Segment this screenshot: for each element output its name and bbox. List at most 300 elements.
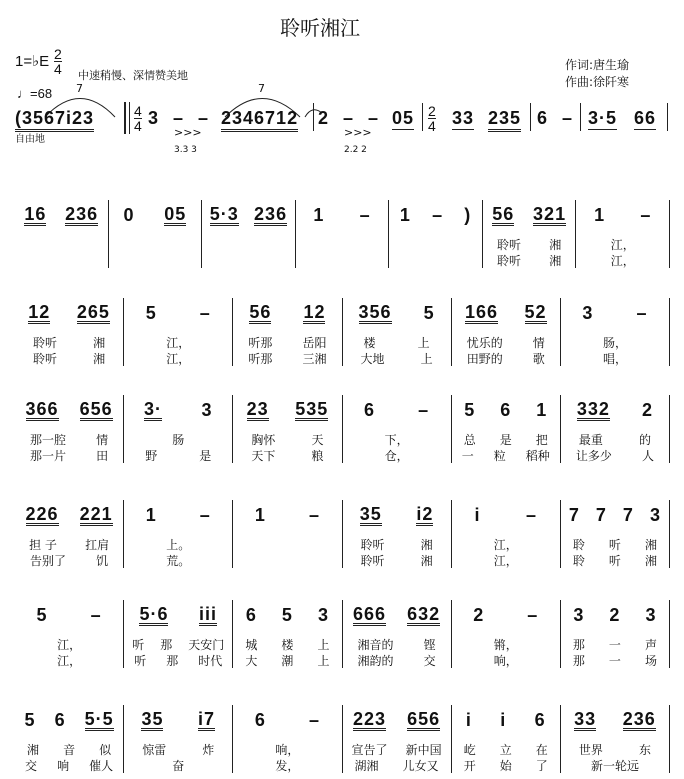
lyric-syllable: 交 — [25, 759, 38, 773]
note-group: 5·5 — [84, 708, 114, 729]
lyric-syllable: 上 — [317, 638, 330, 652]
lyrics-verse-1 — [343, 741, 451, 757]
lyric-syllable: 在 — [535, 743, 548, 757]
lyric-syllable: 唱， — [602, 352, 627, 366]
lyrics-verse-1 — [233, 536, 341, 552]
lyric-syllable: 场 — [644, 654, 657, 668]
time-top: 2 — [428, 103, 436, 119]
measure — [343, 500, 452, 568]
lyric-syllable: 饥 — [96, 554, 109, 568]
lyric-syllable: 发， — [275, 759, 300, 773]
accent-marks: >>> — [174, 126, 202, 139]
lyric-syllable: 一 — [608, 654, 621, 668]
time-top: 2 — [54, 46, 62, 62]
lyric-syllable: 城 — [245, 638, 258, 652]
time-top: 4 — [134, 103, 142, 119]
tempo-mark: ♩=68 — [17, 86, 53, 101]
lyric-syllable: 响， — [275, 743, 300, 757]
measure — [343, 298, 452, 366]
lyrics-verse-2 — [576, 252, 669, 268]
lyric-syllable: 交 — [423, 654, 436, 668]
notes: 05 — [392, 108, 415, 128]
note-group: – — [432, 204, 444, 225]
lyric-syllable: 听 — [608, 554, 621, 568]
lyric-syllable: 湘 — [644, 554, 657, 568]
lyrics-verse-1 — [124, 636, 232, 652]
measure-notes — [233, 395, 341, 425]
lyric-syllable: 让多少 — [575, 449, 612, 463]
note-group: – — [640, 204, 652, 225]
measure — [124, 705, 233, 773]
lyric-syllable: 江， — [610, 238, 635, 252]
tuplet-mark: 7 — [258, 82, 265, 95]
lyrics-verse-2 — [452, 757, 560, 773]
lyrics-verse-2 — [233, 447, 341, 463]
lyric-syllable: 江， — [493, 538, 518, 552]
lyrics-verse-2 — [124, 447, 232, 463]
measure-notes — [452, 395, 560, 425]
lyric-syllable: 东 — [638, 743, 651, 757]
note-group: 5 — [281, 604, 293, 625]
lyric-syllable: 江， — [493, 554, 518, 568]
lyrics-verse-1 — [202, 236, 295, 252]
lyrics-verse-2 — [124, 757, 232, 773]
lyric-syllable: 催人 — [89, 759, 114, 773]
measure-notes — [15, 298, 123, 328]
note-group: 3 — [649, 504, 661, 525]
note-group: 3 — [582, 302, 594, 323]
lyric-syllable: 胸怀 — [251, 433, 276, 447]
lyrics-verse-2 — [109, 252, 202, 268]
lyric-syllable: 上 — [417, 336, 430, 350]
note-group: 223 — [353, 708, 387, 729]
lyrics-verse-1 — [576, 236, 669, 252]
score-row — [15, 600, 670, 668]
lyric-syllable: 总 — [463, 433, 476, 447]
note-group: i7 — [198, 708, 216, 729]
lyric-syllable: 湘 — [93, 336, 106, 350]
measure-notes — [124, 705, 232, 735]
lyrics-verse-1 — [124, 536, 232, 552]
lyrics-verse-2 — [15, 652, 123, 668]
free-tempo-text: 自由地 — [15, 134, 45, 145]
lyrics-verse-2 — [452, 652, 560, 668]
note-group: – — [418, 399, 430, 420]
lyrics-verse-1 — [452, 536, 560, 552]
lyric-syllable: 告别了 — [30, 554, 67, 568]
note-group: 265 — [76, 301, 110, 322]
lyrics-verse-1 — [343, 431, 451, 447]
lyric-syllable: 下， — [384, 433, 409, 447]
lyrics-verse-1 — [109, 236, 202, 252]
score-row — [15, 298, 670, 366]
lyric-syllable: 那 — [166, 654, 179, 668]
lyric-syllable: 是 — [199, 449, 212, 463]
note-group: – — [308, 504, 320, 525]
measure — [124, 500, 233, 568]
note-group: – — [359, 204, 371, 225]
measure-notes — [109, 200, 202, 230]
measure-notes — [452, 500, 560, 530]
measure — [561, 500, 670, 568]
lyric-syllable: 新中国 — [405, 743, 442, 757]
score-row — [15, 395, 670, 463]
lyric-syllable: 一 — [461, 449, 474, 463]
note-group: 5·3 — [209, 203, 239, 224]
lyric-syllable: 岳阳 — [302, 336, 327, 350]
measure-notes — [15, 500, 123, 530]
note-group: – — [199, 302, 211, 323]
note-group: 5 — [36, 604, 48, 625]
lyric-syllable: 湘韵的 — [357, 654, 394, 668]
note-group: 3 — [645, 604, 657, 625]
lyrics-verse-1 — [452, 334, 560, 350]
lyric-syllable: 炸 — [202, 743, 215, 757]
lyrics-verse-1 — [296, 236, 389, 252]
lyric-syllable: 湘 — [27, 743, 40, 757]
lyric-syllable: 铿 — [423, 638, 436, 652]
note-group: 3 — [317, 604, 329, 625]
time-bottom: 4 — [54, 61, 62, 77]
note-group: 7 — [595, 504, 607, 525]
note-group: 16 — [24, 203, 47, 224]
note-group: – — [308, 709, 320, 730]
measure-notes — [233, 705, 341, 735]
time-signature-2-4 — [428, 103, 436, 133]
lyrics-verse-2 — [452, 552, 560, 568]
lyric-syllable: 荒。 — [166, 554, 191, 568]
lyrics-verse-1 — [15, 536, 123, 552]
measure — [561, 395, 670, 463]
lyric-syllable: 江， — [57, 638, 82, 652]
note-group: 6 — [364, 399, 376, 420]
measure — [124, 395, 233, 463]
measure — [233, 500, 342, 568]
lyric-syllable: 聆听 — [33, 336, 58, 350]
measure-notes — [15, 705, 123, 735]
lyrics-verse-2 — [483, 252, 576, 268]
note-group: 1 — [313, 204, 325, 225]
measure-notes — [233, 500, 341, 530]
lyric-syllable: 聆听 — [360, 554, 385, 568]
note-group: 656 — [407, 708, 441, 729]
lyrics-verse-1 — [15, 741, 123, 757]
lyric-syllable: 音 — [63, 743, 76, 757]
note-group: 6 — [534, 709, 546, 730]
measure-notes — [452, 600, 560, 630]
note-group: 1 — [145, 504, 157, 525]
lyric-syllable: 听 — [134, 654, 147, 668]
lyric-syllable: 似 — [99, 743, 112, 757]
lyric-syllable: 江， — [57, 654, 82, 668]
note-group: 332 — [576, 398, 610, 419]
time-signature — [54, 46, 62, 76]
measure-notes — [343, 395, 451, 425]
measure — [233, 600, 342, 668]
measure — [561, 705, 670, 773]
lyric-syllable: 江， — [166, 336, 191, 350]
note-group: 535 — [295, 398, 329, 419]
lyric-syllable: 最重 — [578, 433, 603, 447]
lyric-syllable: 时代 — [198, 654, 223, 668]
lyrics-verse-1 — [124, 431, 232, 447]
measure-notes — [561, 395, 669, 425]
double-barline — [124, 102, 130, 134]
lyric-syllable: 立 — [499, 743, 512, 757]
lyrics-verse-1 — [561, 741, 669, 757]
lyrics-verse-2 — [452, 447, 560, 463]
note-group: 7 — [622, 504, 634, 525]
note-group: 6 — [254, 709, 266, 730]
measure-notes — [202, 200, 295, 230]
lyric-syllable: 那一腔 — [30, 433, 67, 447]
measure — [15, 600, 124, 668]
measure — [124, 600, 233, 668]
note-group: 12 — [28, 301, 51, 322]
lyric-syllable: 听 — [132, 638, 145, 652]
notes: 3·5 — [588, 108, 618, 128]
intro-notes: (3567i23 — [15, 108, 94, 132]
measure — [452, 298, 561, 366]
note-group: – — [527, 604, 539, 625]
lyrics-verse-1 — [124, 334, 232, 350]
lyrics-verse-1 — [561, 536, 669, 552]
lyric-syllable: 上。 — [166, 538, 191, 552]
note-group: ) — [464, 204, 472, 225]
lyric-syllable: 听那 — [248, 352, 273, 366]
measure-notes — [343, 600, 451, 630]
lyric-syllable: 歌 — [532, 352, 545, 366]
lyric-syllable: 湘音的 — [357, 638, 394, 652]
lyric-syllable: 大 — [245, 654, 258, 668]
measure — [109, 200, 203, 268]
lyrics-verse-1 — [561, 636, 669, 652]
lyrics-verse-1 — [15, 334, 123, 350]
lyric-syllable: 锵， — [493, 638, 518, 652]
lyrics-verse-2 — [124, 350, 232, 366]
note-group: 12 — [303, 301, 326, 322]
note-group: 366 — [25, 398, 59, 419]
measure — [576, 200, 670, 268]
note-group: 35 — [141, 708, 164, 729]
lyrics-verse-2 — [233, 757, 341, 773]
measure — [343, 705, 452, 773]
key-signature: 1=♭E — [15, 53, 50, 70]
lyric-syllable: 是 — [499, 433, 512, 447]
lyric-syllable: 三湘 — [302, 352, 327, 366]
measure-notes — [343, 500, 451, 530]
measure-notes — [15, 200, 108, 230]
lyrics-verse-1 — [561, 431, 669, 447]
lyrics-verse-1 — [15, 236, 108, 252]
measure — [561, 600, 670, 668]
measure-notes — [15, 395, 123, 425]
note-group: 5·6 — [139, 603, 169, 624]
note-group: 236 — [622, 708, 656, 729]
lyric-syllable: 聆 — [572, 538, 585, 552]
lyric-syllable: 天安门 — [188, 638, 225, 652]
note-group: – — [199, 504, 211, 525]
ornament: 2.2 2 — [344, 145, 367, 155]
lyrics-verse-1 — [343, 536, 451, 552]
lyric-syllable: 担 子 — [29, 538, 57, 552]
measure — [15, 200, 109, 268]
lyric-syllable: 野 — [145, 449, 158, 463]
measure-notes — [124, 298, 232, 328]
note-group: 221 — [79, 503, 113, 524]
measure — [15, 298, 124, 366]
lyric-syllable: 屹 — [463, 743, 476, 757]
lyric-syllable: 稻种 — [525, 449, 550, 463]
lyric-syllable: 始 — [499, 759, 512, 773]
note-group: 23 — [246, 398, 269, 419]
lyric-syllable: 扛肩 — [85, 538, 110, 552]
lyric-syllable: 天 — [311, 433, 324, 447]
note-group: 356 — [358, 301, 392, 322]
score-row — [15, 200, 670, 268]
lyric-syllable: 湘 — [420, 554, 433, 568]
lyric-syllable: 聆听 — [360, 538, 385, 552]
lyrics-verse-2 — [561, 652, 669, 668]
lyrics-verse-2 — [561, 757, 669, 773]
note-group: 5 — [423, 302, 435, 323]
lyric-syllable: 楼 — [363, 336, 376, 350]
notes: 33 — [452, 108, 475, 128]
lyric-syllable: 湘 — [644, 538, 657, 552]
note-group: 6 — [245, 604, 257, 625]
lyric-syllable: 一 — [608, 638, 621, 652]
lyrics-verse-2 — [343, 350, 451, 366]
lyric-syllable: 情 — [532, 336, 545, 350]
measure — [233, 298, 342, 366]
lyric-syllable: 那 — [572, 654, 585, 668]
score-row — [15, 705, 670, 773]
note-group: 35 — [359, 503, 382, 524]
measure-notes — [389, 200, 482, 230]
lyrics-verse-2 — [124, 652, 232, 668]
lyric-syllable: 粒 — [493, 449, 506, 463]
time-bottom: 4 — [428, 118, 436, 134]
lyrics-verse-1 — [452, 431, 560, 447]
lyric-syllable: 聆听 — [33, 352, 58, 366]
lyric-syllable: 忧乐的 — [466, 336, 503, 350]
time-bottom: 4 — [134, 118, 142, 134]
lyrics-verse-1 — [233, 334, 341, 350]
time-signature-4-4 — [134, 103, 142, 133]
measure-notes — [561, 600, 669, 630]
lyrics-verse-2 — [343, 447, 451, 463]
lyric-syllable: 粮 — [311, 449, 324, 463]
measure — [233, 705, 342, 773]
lyric-syllable: 田野的 — [466, 352, 503, 366]
measure — [343, 395, 452, 463]
lyric-syllable: 大地 — [360, 352, 385, 366]
measure-notes — [452, 705, 560, 735]
lyrics-verse-1 — [561, 334, 669, 350]
lyrics-verse-1 — [343, 334, 451, 350]
lyrics-verse-2 — [452, 350, 560, 366]
lyrics-verse-2 — [15, 757, 123, 773]
note-group: 2 — [641, 399, 653, 420]
note-group: 2 — [473, 604, 485, 625]
note-group: 166 — [464, 301, 498, 322]
lyric-syllable: 奋 — [172, 759, 185, 773]
notes: 235 — [488, 108, 521, 132]
lyric-syllable: 听那 — [248, 336, 273, 350]
tuplet-mark: 7 — [76, 82, 83, 95]
note-group: 226 — [25, 503, 59, 524]
lyrics-verse-1 — [483, 236, 576, 252]
measure-notes — [452, 298, 560, 328]
lyric-syllable: 田 — [96, 449, 109, 463]
notes: 2346712 — [221, 108, 298, 132]
note-group: 666 — [353, 603, 387, 624]
note-group: 56 — [492, 203, 515, 224]
lyric-syllable: 宣告了 — [351, 743, 388, 757]
measure-notes — [124, 600, 232, 630]
lyrics-verse-2 — [15, 252, 108, 268]
lyric-syllable: 湘 — [420, 538, 433, 552]
note-group: 5 — [24, 709, 36, 730]
measure — [561, 298, 670, 366]
note-group: – — [636, 302, 648, 323]
lyric-syllable: 聆听 — [497, 238, 522, 252]
note-group: 236 — [65, 203, 99, 224]
measure — [233, 395, 342, 463]
measure — [15, 705, 124, 773]
lyrics-verse-1 — [389, 236, 482, 252]
note-group: 0 — [123, 204, 135, 225]
note-group: 1 — [399, 204, 411, 225]
lyric-syllable: 江， — [166, 352, 191, 366]
note-group: iii — [199, 603, 218, 624]
note-group: 3 — [573, 604, 585, 625]
lyric-syllable: 湘 — [549, 254, 562, 268]
barline — [580, 103, 581, 131]
measure-notes — [15, 600, 123, 630]
lyrics-verse-2 — [15, 552, 123, 568]
measure — [124, 298, 233, 366]
lyric-syllable: 湘 — [93, 352, 106, 366]
note-group: 3 — [201, 399, 213, 420]
lyrics-verse-1 — [233, 636, 341, 652]
lyric-syllable: 新一轮远 — [590, 759, 639, 773]
lyrics-verse-2 — [343, 757, 451, 773]
note-group: – — [526, 504, 538, 525]
measure — [296, 200, 390, 268]
note-group: 2 — [609, 604, 621, 625]
lyricist: 作词:唐生瑜 — [565, 58, 630, 72]
measure-notes — [233, 600, 341, 630]
lyric-syllable: 那 — [572, 638, 585, 652]
lyric-syllable: 天下 — [251, 449, 276, 463]
lyric-syllable: 江， — [610, 254, 635, 268]
note-group: 6 — [54, 709, 66, 730]
note-group: 1 — [536, 399, 548, 420]
note-group: 656 — [79, 398, 113, 419]
note-group: 7 — [568, 504, 580, 525]
lyric-syllable: 湘 — [549, 238, 562, 252]
note-group: i — [500, 709, 507, 730]
lyrics-verse-1 — [233, 741, 341, 757]
note-group: 236 — [254, 203, 288, 224]
lyrics-verse-1 — [452, 741, 560, 757]
barline — [530, 103, 531, 131]
note-group: 3· — [143, 398, 162, 419]
ornament: 3.3 3 — [174, 145, 197, 155]
note-group: i2 — [416, 503, 434, 524]
lyrics-verse-1 — [15, 431, 123, 447]
